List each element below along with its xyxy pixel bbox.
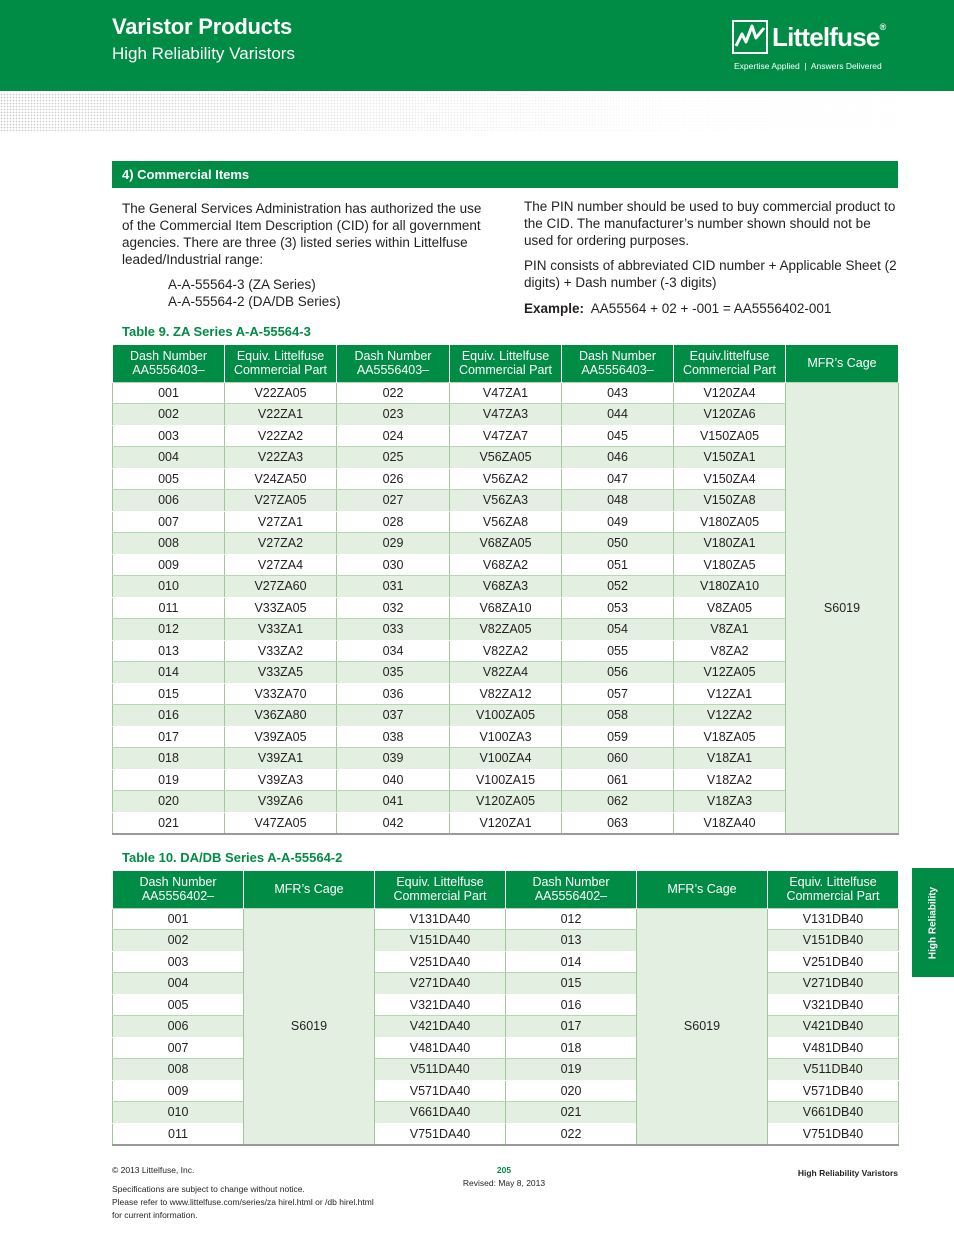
part-number-cell: V39ZA3 — [225, 769, 337, 791]
part-number-cell: V22ZA1 — [225, 404, 337, 426]
table-row — [113, 1102, 899, 1124]
dash-number-cell: 001 — [113, 382, 225, 404]
table-row — [113, 619, 899, 641]
part-number-cell: V511DB40 — [768, 1059, 899, 1081]
dash-number-cell: 036 — [337, 683, 450, 705]
part-number-cell: V120ZA6 — [674, 404, 786, 426]
registered-mark: ® — [879, 22, 886, 32]
table10-caption: Table 10. DA/DB Series A-A-55564-2 — [122, 850, 343, 865]
part-number-cell: V82ZA05 — [450, 619, 562, 641]
part-number-cell: V12ZA05 — [674, 662, 786, 684]
table-row — [113, 994, 899, 1016]
part-number-cell: V22ZA05 — [225, 382, 337, 404]
part-number-cell: V120ZA4 — [674, 382, 786, 404]
part-number-cell: V27ZA1 — [225, 511, 337, 533]
table9-header-cell: Equiv.littelfuse Commercial Part — [674, 345, 786, 382]
table-row — [113, 726, 899, 748]
table10-header-cell: Dash Number AA5556402– — [113, 871, 244, 908]
part-number-cell: V33ZA70 — [225, 683, 337, 705]
dash-number-cell: 025 — [337, 447, 450, 469]
table9-header-cell: Dash Number AA5556403– — [113, 345, 225, 382]
table-row — [113, 554, 899, 576]
part-number-cell: V8ZA05 — [674, 597, 786, 619]
part-number-cell: V22ZA3 — [225, 447, 337, 469]
dash-number-cell: 022 — [337, 382, 450, 404]
part-number-cell: V33ZA5 — [225, 662, 337, 684]
part-number-cell: V39ZA05 — [225, 726, 337, 748]
dash-number-cell: 021 — [506, 1102, 637, 1124]
part-number-cell: V661DB40 — [768, 1102, 899, 1124]
part-number-cell: V12ZA2 — [674, 705, 786, 727]
table-row — [113, 1080, 899, 1102]
dash-number-cell: 056 — [562, 662, 674, 684]
part-number-cell: V100ZA15 — [450, 769, 562, 791]
dash-number-cell: 052 — [562, 576, 674, 598]
part-number-cell: V8ZA1 — [674, 619, 786, 641]
dash-number-cell: 011 — [113, 597, 225, 619]
example-text: AA55564 + 02 + -001 = AA5556402-001 — [590, 301, 832, 316]
part-number-cell: V82ZA2 — [450, 640, 562, 662]
part-number-cell: V321DA40 — [375, 994, 506, 1016]
table-row — [113, 662, 899, 684]
part-number-cell: V47ZA1 — [450, 382, 562, 404]
footer-left — [112, 1164, 432, 1222]
part-number-cell: V33ZA2 — [225, 640, 337, 662]
littelfuse-logo — [732, 20, 902, 80]
page-number: 205 — [496, 1165, 512, 1175]
dash-number-cell: 017 — [506, 1016, 637, 1038]
part-number-cell: V150ZA4 — [674, 468, 786, 490]
dash-number-cell: 007 — [113, 511, 225, 533]
dash-number-cell: 018 — [113, 748, 225, 770]
intro-left-paragraph: The General Services Administration has authorized the use of the Commercial Item Description (CID) for all government agencies. There are three (3) listed series within Littelfuse leaded/Industrial range: — [122, 201, 482, 267]
table10-header-cell: Dash Number AA5556402– — [506, 871, 637, 908]
part-number-cell: V24ZA50 — [225, 468, 337, 490]
table-row — [113, 683, 899, 705]
part-number-cell: V511DA40 — [375, 1059, 506, 1081]
part-number-cell: V151DB40 — [768, 930, 899, 952]
example-line — [524, 300, 900, 317]
part-number-cell: V27ZA4 — [225, 554, 337, 576]
side-tab-label: High Reliability — [927, 886, 939, 959]
dash-number-cell: 043 — [562, 382, 674, 404]
table9-header-cell: MFR’s Cage — [786, 345, 899, 382]
table-row — [113, 930, 899, 952]
dash-number-cell: 032 — [337, 597, 450, 619]
example-label: Example: — [524, 301, 585, 316]
part-number-cell: V131DB40 — [768, 908, 899, 930]
table-row — [113, 705, 899, 727]
dash-number-cell: 014 — [113, 662, 225, 684]
dash-number-cell: 006 — [113, 490, 225, 512]
part-number-cell: V56ZA05 — [450, 447, 562, 469]
mfr-cage-cell: S6019 — [786, 382, 899, 834]
dash-number-cell: 047 — [562, 468, 674, 490]
part-number-cell: V100ZA05 — [450, 705, 562, 727]
dash-number-cell: 060 — [562, 748, 674, 770]
table-row — [113, 447, 899, 469]
table-row — [113, 597, 899, 619]
table10-header-cell: Equiv. Littelfuse Commercial Part — [768, 871, 899, 908]
intro-right-paragraph-2: PIN consists of abbreviated CID number + Applicable Sheet (2 digits) + Dash number (-3 digits) — [524, 258, 897, 290]
dash-number-cell: 019 — [113, 769, 225, 791]
part-number-cell: V271DB40 — [768, 973, 899, 995]
dash-number-cell: 009 — [113, 1080, 244, 1102]
table-row — [113, 533, 899, 555]
dash-number-cell: 023 — [337, 404, 450, 426]
dash-number-cell: 003 — [113, 951, 244, 973]
part-number-cell: V100ZA3 — [450, 726, 562, 748]
dash-number-cell: 040 — [337, 769, 450, 791]
dash-number-cell: 044 — [562, 404, 674, 426]
part-number-cell: V12ZA1 — [674, 683, 786, 705]
dash-number-cell: 055 — [562, 640, 674, 662]
dash-number-cell: 061 — [562, 769, 674, 791]
dash-number-cell: 016 — [113, 705, 225, 727]
table9-header-cell: Equiv. Littelfuse Commercial Part — [225, 345, 337, 382]
part-number-cell: V18ZA05 — [674, 726, 786, 748]
part-number-cell: V18ZA3 — [674, 791, 786, 813]
table10-header-cell: Equiv. Littelfuse Commercial Part — [375, 871, 506, 908]
part-number-cell: V421DA40 — [375, 1016, 506, 1038]
part-number-cell: V18ZA2 — [674, 769, 786, 791]
dash-number-cell: 063 — [562, 812, 674, 834]
part-number-cell: V481DA40 — [375, 1037, 506, 1059]
dash-number-cell: 053 — [562, 597, 674, 619]
dash-number-cell: 022 — [506, 1123, 637, 1145]
table-row — [113, 425, 899, 447]
part-number-cell: V251DB40 — [768, 951, 899, 973]
part-number-cell: V150ZA1 — [674, 447, 786, 469]
dash-number-cell: 049 — [562, 511, 674, 533]
part-number-cell: V100ZA4 — [450, 748, 562, 770]
dash-number-cell: 059 — [562, 726, 674, 748]
part-number-cell: V36ZA80 — [225, 705, 337, 727]
series-line-2: A-A-55564-2 (DA/DB Series) — [168, 294, 341, 309]
part-number-cell: V47ZA3 — [450, 404, 562, 426]
dash-number-cell: 001 — [113, 908, 244, 930]
table-row — [113, 973, 899, 995]
part-number-cell: V120ZA05 — [450, 791, 562, 813]
table9-caption: Table 9. ZA Series A-A-55564-3 — [122, 324, 311, 339]
dash-number-cell: 033 — [337, 619, 450, 641]
part-number-cell: V18ZA1 — [674, 748, 786, 770]
table10-header-row — [113, 871, 899, 908]
table-row — [113, 511, 899, 533]
part-number-cell: V18ZA40 — [674, 812, 786, 834]
table-row — [113, 640, 899, 662]
part-number-cell: V571DA40 — [375, 1080, 506, 1102]
dash-number-cell: 010 — [113, 576, 225, 598]
part-number-cell: V661DA40 — [375, 1102, 506, 1124]
part-number-cell: V68ZA10 — [450, 597, 562, 619]
table-row — [113, 812, 899, 834]
part-number-cell: V150ZA05 — [674, 425, 786, 447]
footer-notice: Specifications are subject to change without notice. — [112, 1184, 305, 1194]
section-heading-bar — [112, 161, 898, 188]
part-number-cell: V151DA40 — [375, 930, 506, 952]
dash-number-cell: 005 — [113, 468, 225, 490]
dash-number-cell: 011 — [113, 1123, 244, 1145]
dash-number-cell: 057 — [562, 683, 674, 705]
logo-tagline: Expertise Applied | Answers Delivered — [734, 61, 882, 71]
dash-number-cell: 004 — [113, 447, 225, 469]
table-row — [113, 1059, 899, 1081]
dash-number-cell: 048 — [562, 490, 674, 512]
table-row — [113, 1016, 899, 1038]
part-number-cell: V56ZA8 — [450, 511, 562, 533]
footer-copyright: © 2013 Littelfuse, Inc. — [112, 1165, 195, 1175]
table-row — [113, 1037, 899, 1059]
dash-number-cell: 054 — [562, 619, 674, 641]
table10-da-db-series — [112, 871, 899, 1146]
table9-header-cell: Dash Number AA5556403– — [337, 345, 450, 382]
dash-number-cell: 026 — [337, 468, 450, 490]
table-row — [113, 1123, 899, 1145]
dash-number-cell: 038 — [337, 726, 450, 748]
part-number-cell: V47ZA05 — [225, 812, 337, 834]
dash-number-cell: 021 — [113, 812, 225, 834]
footer-refer-2: for current information. — [112, 1210, 198, 1220]
part-number-cell: V47ZA7 — [450, 425, 562, 447]
dash-number-cell: 030 — [337, 554, 450, 576]
dash-number-cell: 008 — [113, 533, 225, 555]
part-number-cell: V180ZA1 — [674, 533, 786, 555]
part-number-cell: V22ZA2 — [225, 425, 337, 447]
dash-number-cell: 013 — [506, 930, 637, 952]
dash-number-cell: 008 — [113, 1059, 244, 1081]
dash-number-cell: 002 — [113, 930, 244, 952]
dash-number-cell: 005 — [113, 994, 244, 1016]
part-number-cell: V751DB40 — [768, 1123, 899, 1145]
dash-number-cell: 024 — [337, 425, 450, 447]
dash-number-cell: 041 — [337, 791, 450, 813]
footer-revised: Revised: May 8, 2013 — [462, 1178, 546, 1188]
table-row — [113, 404, 899, 426]
logo-wordmark — [772, 22, 885, 53]
part-number-cell: V8ZA2 — [674, 640, 786, 662]
footer-doc-title: High Reliability Varistors — [797, 1168, 898, 1178]
part-number-cell: V68ZA05 — [450, 533, 562, 555]
dash-number-cell: 015 — [113, 683, 225, 705]
dash-number-cell: 051 — [562, 554, 674, 576]
part-number-cell: V180ZA05 — [674, 511, 786, 533]
part-number-cell: V421DB40 — [768, 1016, 899, 1038]
part-number-cell: V56ZA2 — [450, 468, 562, 490]
table-row — [113, 490, 899, 512]
dash-number-cell: 015 — [506, 973, 637, 995]
part-number-cell: V120ZA1 — [450, 812, 562, 834]
logo-word: Littelfuse — [772, 22, 880, 52]
part-number-cell: V751DA40 — [375, 1123, 506, 1145]
table-row — [113, 576, 899, 598]
dash-number-cell: 016 — [506, 994, 637, 1016]
part-number-cell: V33ZA05 — [225, 597, 337, 619]
dash-number-cell: 007 — [113, 1037, 244, 1059]
part-number-cell: V180ZA10 — [674, 576, 786, 598]
dot-pattern-fade — [0, 93, 954, 131]
table-row — [113, 951, 899, 973]
table-row — [113, 769, 899, 791]
dash-number-cell: 058 — [562, 705, 674, 727]
dash-number-cell: 018 — [506, 1037, 637, 1059]
part-number-cell: V39ZA6 — [225, 791, 337, 813]
dash-number-cell: 031 — [337, 576, 450, 598]
dash-number-cell: 027 — [337, 490, 450, 512]
part-number-cell: V27ZA60 — [225, 576, 337, 598]
table-row — [113, 908, 899, 930]
dash-number-cell: 029 — [337, 533, 450, 555]
dash-number-cell: 042 — [337, 812, 450, 834]
table10-header-cell: MFR’s Cage — [244, 871, 375, 908]
series-line-1: A-A-55564-3 (ZA Series) — [168, 277, 316, 292]
dash-number-cell: 037 — [337, 705, 450, 727]
table10-header-cell: MFR’s Cage — [637, 871, 768, 908]
dash-number-cell: 017 — [113, 726, 225, 748]
dash-number-cell: 019 — [506, 1059, 637, 1081]
dash-number-cell: 014 — [506, 951, 637, 973]
intro-right-paragraph-1: The PIN number should be used to buy commercial product to the CID. The manufacturer’s number shown should not be used for ordering purposes. — [524, 199, 896, 248]
mfr-cage-cell: S6019 — [637, 908, 768, 1145]
dash-number-cell: 012 — [113, 619, 225, 641]
mfr-cage-cell: S6019 — [244, 908, 375, 1145]
table-row — [113, 748, 899, 770]
dash-number-cell: 050 — [562, 533, 674, 555]
part-number-cell: V27ZA2 — [225, 533, 337, 555]
dash-number-cell: 010 — [113, 1102, 244, 1124]
dash-number-cell: 045 — [562, 425, 674, 447]
part-number-cell: V68ZA2 — [450, 554, 562, 576]
table-row — [113, 382, 899, 404]
dash-number-cell: 020 — [506, 1080, 637, 1102]
part-number-cell: V56ZA3 — [450, 490, 562, 512]
part-number-cell: V251DA40 — [375, 951, 506, 973]
part-number-cell: V321DB40 — [768, 994, 899, 1016]
littelfuse-mark-icon — [732, 20, 768, 54]
dash-number-cell: 035 — [337, 662, 450, 684]
dash-number-cell: 006 — [113, 1016, 244, 1038]
table-row — [113, 791, 899, 813]
dash-number-cell: 003 — [113, 425, 225, 447]
page-subtitle: High Reliability Varistors — [112, 44, 295, 63]
part-number-cell: V68ZA3 — [450, 576, 562, 598]
page-header — [0, 0, 954, 91]
dash-number-cell: 039 — [337, 748, 450, 770]
section-heading: 4) Commercial Items — [122, 167, 250, 182]
table9-header-row — [113, 345, 899, 382]
part-number-cell: V481DB40 — [768, 1037, 899, 1059]
part-number-cell: V39ZA1 — [225, 748, 337, 770]
dash-number-cell: 002 — [113, 404, 225, 426]
dash-number-cell: 062 — [562, 791, 674, 813]
part-number-cell: V131DA40 — [375, 908, 506, 930]
table-row — [113, 468, 899, 490]
dash-number-cell: 028 — [337, 511, 450, 533]
part-number-cell: V82ZA4 — [450, 662, 562, 684]
footer-refer: Please refer to www.littelfuse.com/series/za hirel.html or /db hirel.html — [112, 1197, 374, 1207]
part-number-cell: V571DB40 — [768, 1080, 899, 1102]
part-number-cell: V271DA40 — [375, 973, 506, 995]
dash-number-cell: 012 — [506, 908, 637, 930]
part-number-cell: V150ZA8 — [674, 490, 786, 512]
dash-number-cell: 046 — [562, 447, 674, 469]
dash-number-cell: 009 — [113, 554, 225, 576]
table9-za-series — [112, 345, 899, 835]
page-title: Varistor Products — [112, 14, 292, 39]
table9-header-cell: Equiv. Littelfuse Commercial Part — [450, 345, 562, 382]
dash-number-cell: 004 — [113, 973, 244, 995]
part-number-cell: V180ZA5 — [674, 554, 786, 576]
footer-center — [440, 1164, 568, 1190]
dash-number-cell: 013 — [113, 640, 225, 662]
dash-number-cell: 034 — [337, 640, 450, 662]
table9-header-cell: Dash Number AA5556403– — [562, 345, 674, 382]
part-number-cell: V82ZA12 — [450, 683, 562, 705]
side-tab-high-reliability[interactable] — [912, 868, 954, 977]
part-number-cell: V27ZA05 — [225, 490, 337, 512]
part-number-cell: V33ZA1 — [225, 619, 337, 641]
dash-number-cell: 020 — [113, 791, 225, 813]
